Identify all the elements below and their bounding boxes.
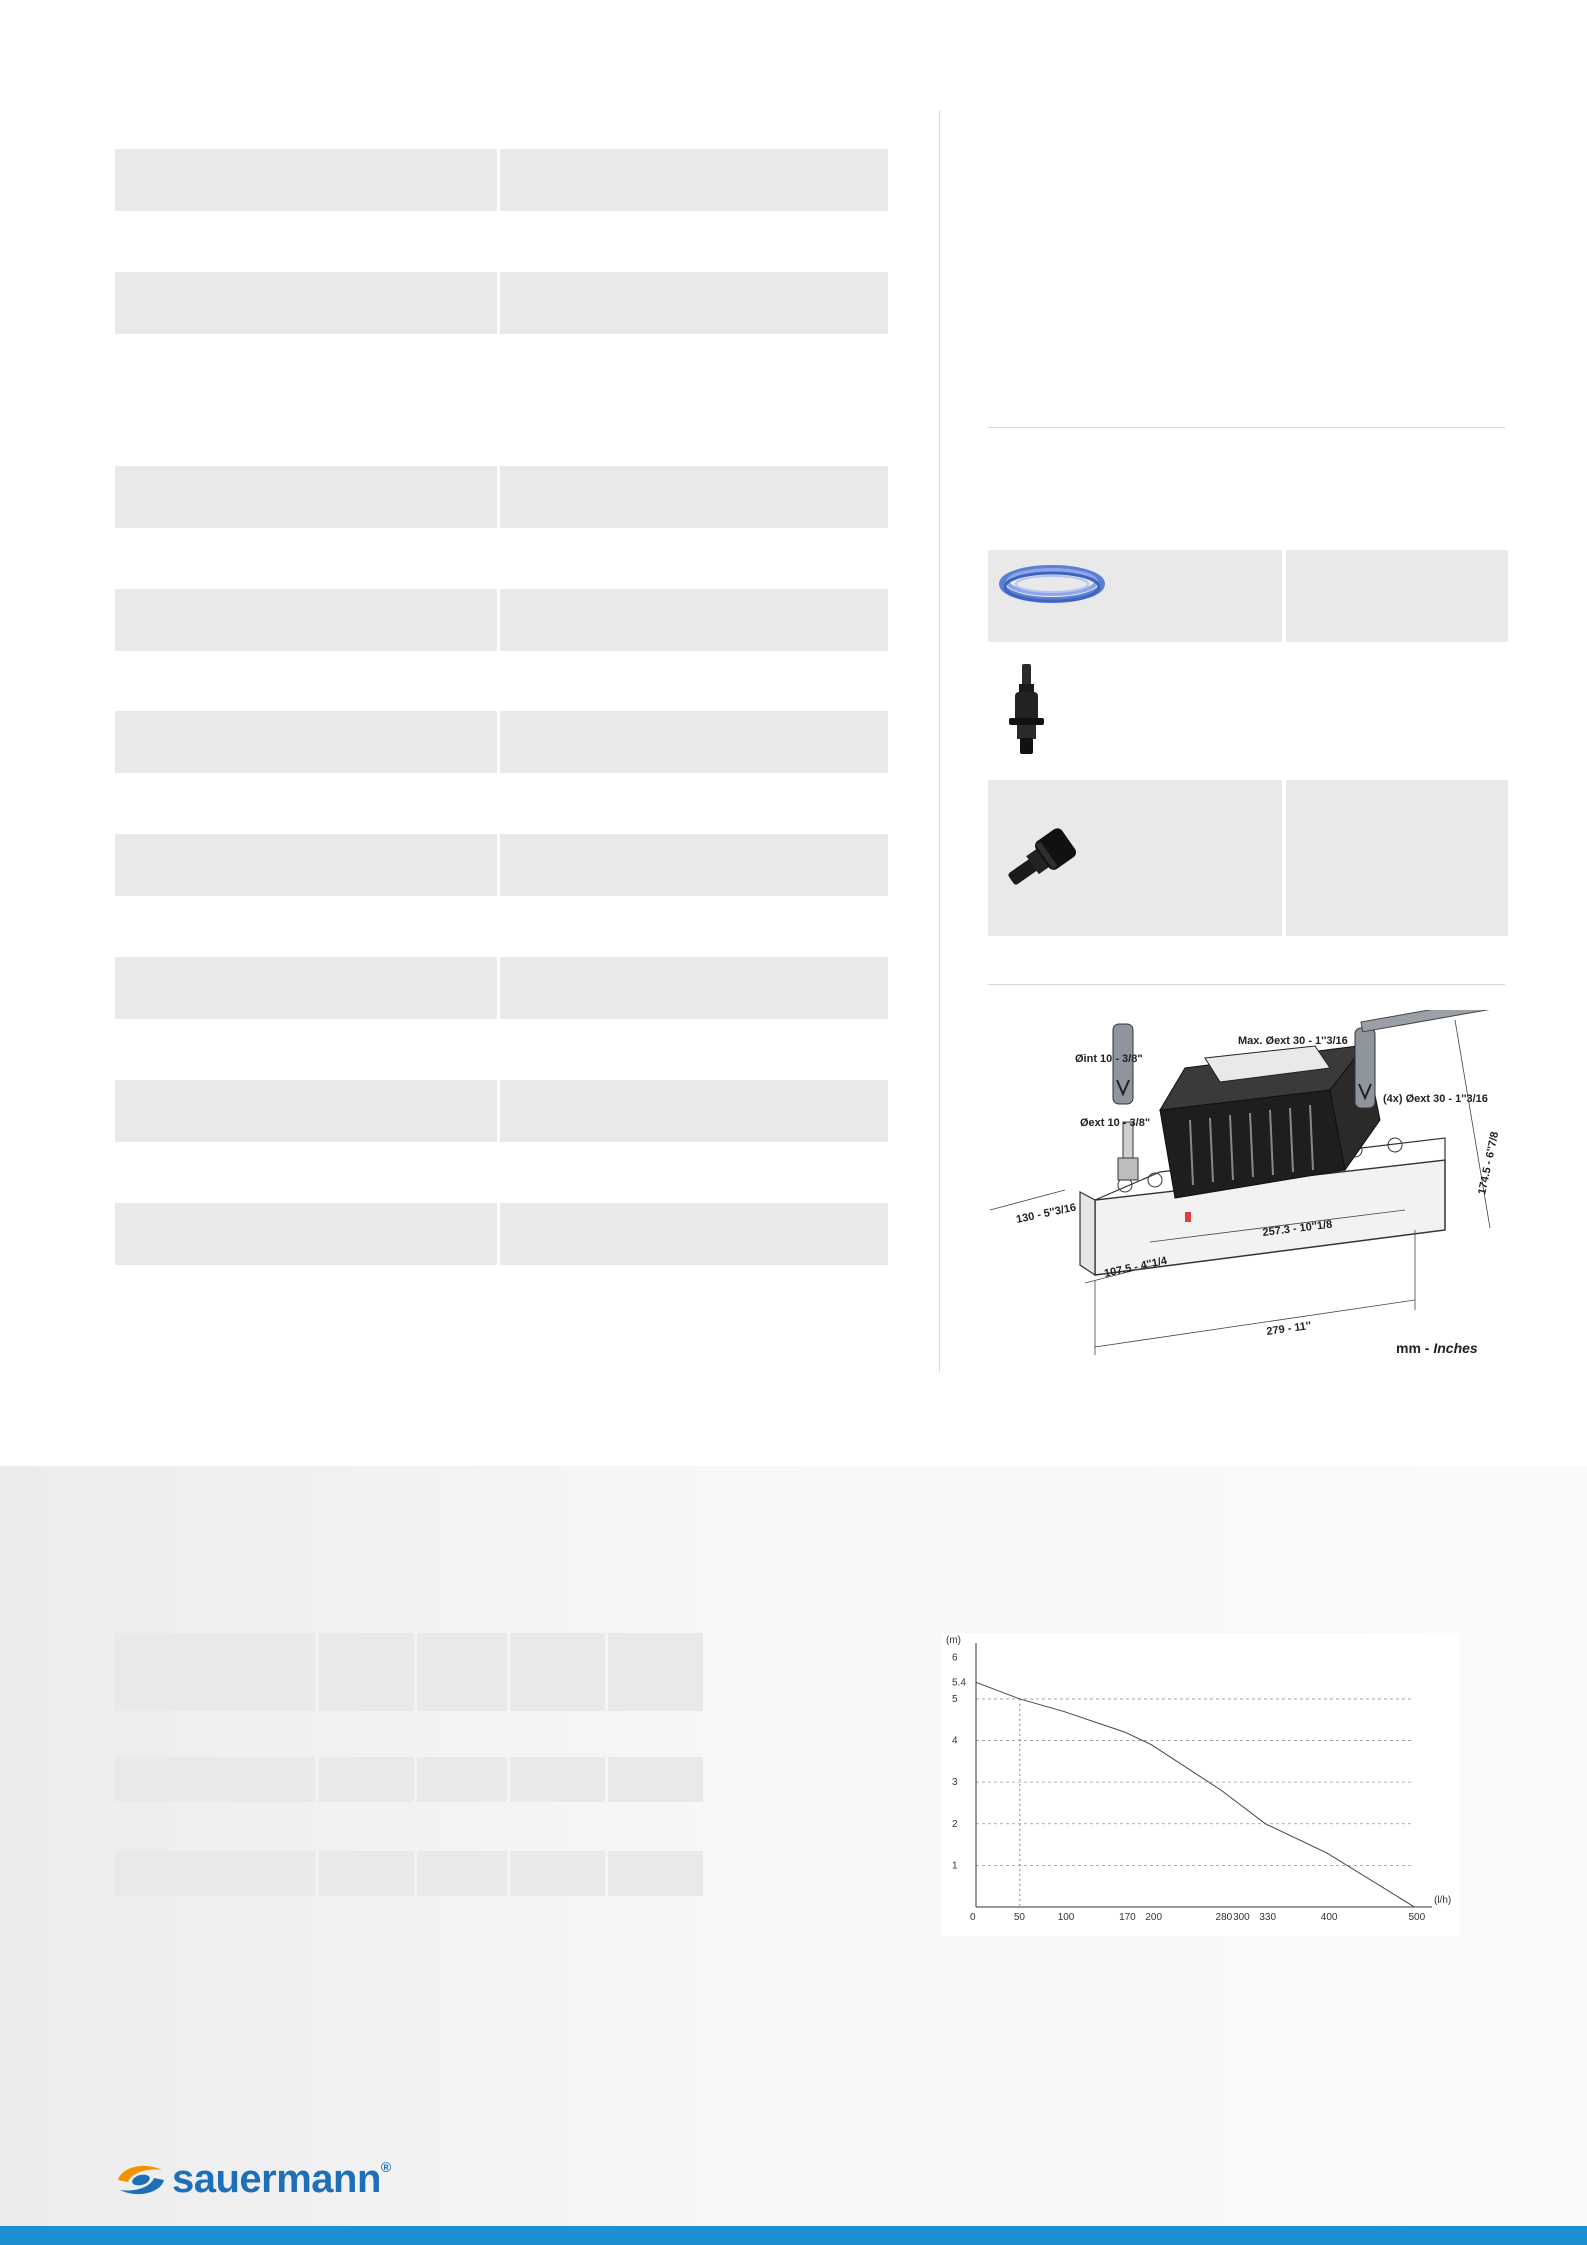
label-int-diameter: Øint 10 - 3/8" xyxy=(1075,1053,1143,1065)
x-tick-label: 0 xyxy=(970,1912,976,1923)
y-tick-label: 1 xyxy=(952,1860,958,1872)
spec-row-3-label xyxy=(115,466,497,528)
section-divider-bottom xyxy=(988,984,1505,985)
label-depth: 130 - 5''3/16 xyxy=(1015,1201,1078,1226)
label-max-ext: Max. Øext 30 - 1''3/16 xyxy=(1238,1035,1348,1047)
x-tick-label: 300 xyxy=(1233,1912,1250,1923)
label-ext-diameter: Øext 10 - 3/8" xyxy=(1080,1117,1151,1129)
units-mm: mm xyxy=(1396,1340,1421,1356)
spec-row-2-value xyxy=(500,272,888,334)
section-divider-top xyxy=(988,427,1505,428)
column-divider xyxy=(939,110,940,1372)
x-tick-label: 330 xyxy=(1259,1912,1277,1923)
units-separator: - xyxy=(1420,1340,1434,1356)
units-label xyxy=(1396,1340,1478,1356)
label-length: 279 - 11'' xyxy=(1265,1319,1312,1338)
label-inner-length: 257.3 - 10''1/8 xyxy=(1261,1218,1333,1239)
sauermann-logo-icon xyxy=(112,2160,170,2200)
spec-row-9-value xyxy=(500,1203,888,1265)
perf-row-2-col-2 xyxy=(417,1757,507,1802)
spec-row-1-value xyxy=(500,149,888,211)
x-tick-label: 200 xyxy=(1145,1912,1163,1923)
y-tick-label: 2 xyxy=(952,1818,958,1830)
y-tick-label: 5 xyxy=(952,1693,958,1705)
x-tick-label: 50 xyxy=(1013,1912,1025,1923)
spec-row-6-value xyxy=(500,834,888,896)
perf-row-2-col-3 xyxy=(510,1757,605,1802)
spec-row-7-label xyxy=(115,957,497,1019)
label-four-ext: (4x) Øext 30 - 1''3/16 xyxy=(1383,1093,1488,1105)
series-line xyxy=(976,1682,1414,1907)
dimension-drawing xyxy=(985,1010,1510,1370)
spec-row-5-label xyxy=(115,711,497,773)
perf-row-2-label xyxy=(115,1757,315,1802)
brand-logo xyxy=(172,2157,391,2202)
x-axis-label: (l/h) xyxy=(1434,1895,1452,1906)
tube-coil-icon xyxy=(998,560,1110,608)
footer-bar xyxy=(0,2226,1587,2245)
perf-row-4-col-2 xyxy=(417,1851,507,1896)
y-tick-label: 4 xyxy=(952,1735,958,1747)
brand-reg: ® xyxy=(380,2159,391,2175)
y-axis-label: (m) xyxy=(946,1635,961,1646)
accessory-row-1-info-cell xyxy=(1286,550,1508,642)
accessory-row-3-info-cell xyxy=(1286,780,1508,936)
spec-row-8-label xyxy=(115,1080,497,1142)
brand-name: sauermann xyxy=(172,2157,381,2201)
perf-header-col-3 xyxy=(510,1633,605,1711)
spec-row-2-label xyxy=(115,272,497,334)
perf-header-col-1 xyxy=(319,1633,414,1711)
perf-header-col-2 xyxy=(417,1633,507,1711)
x-tick-label: 400 xyxy=(1320,1912,1338,1923)
spec-row-9-label xyxy=(115,1203,497,1265)
x-tick-label: 280 xyxy=(1215,1912,1233,1923)
label-width: 107.5 - 4''1/4 xyxy=(1103,1254,1169,1280)
label-height: 174.5 - 6''7/8 xyxy=(1476,1130,1502,1196)
spec-row-8-value xyxy=(500,1080,888,1142)
spec-row-1-label xyxy=(115,149,497,211)
hose-adapter-icon xyxy=(996,818,1086,898)
x-tick-label: 100 xyxy=(1057,1912,1075,1923)
perf-header-label xyxy=(115,1633,315,1711)
spec-row-3-value xyxy=(500,466,888,528)
y-tick-label: 3 xyxy=(952,1777,958,1789)
y-tick-label: 6 xyxy=(952,1652,958,1664)
spec-row-4-label xyxy=(115,589,497,651)
x-tick-label: 500 xyxy=(1408,1912,1426,1923)
performance-chart xyxy=(942,1633,1460,1936)
perf-header-col-4 xyxy=(608,1633,703,1711)
perf-row-4-col-3 xyxy=(510,1851,605,1896)
check-valve-icon xyxy=(1005,660,1049,760)
units-inches: Inches xyxy=(1433,1340,1478,1356)
performance-chart-svg xyxy=(942,1633,1460,1936)
perf-row-2-col-4 xyxy=(608,1757,703,1802)
spec-row-6-label xyxy=(115,834,497,896)
spec-row-7-value xyxy=(500,957,888,1019)
y-tick-label: 5.4 xyxy=(952,1677,966,1689)
spec-row-5-value xyxy=(500,711,888,773)
perf-row-4-label xyxy=(115,1851,315,1896)
perf-row-2-col-1 xyxy=(319,1757,414,1802)
perf-row-4-col-1 xyxy=(319,1851,414,1896)
perf-row-4-col-4 xyxy=(608,1851,703,1896)
spec-row-4-value xyxy=(500,589,888,651)
x-tick-label: 170 xyxy=(1119,1912,1136,1923)
